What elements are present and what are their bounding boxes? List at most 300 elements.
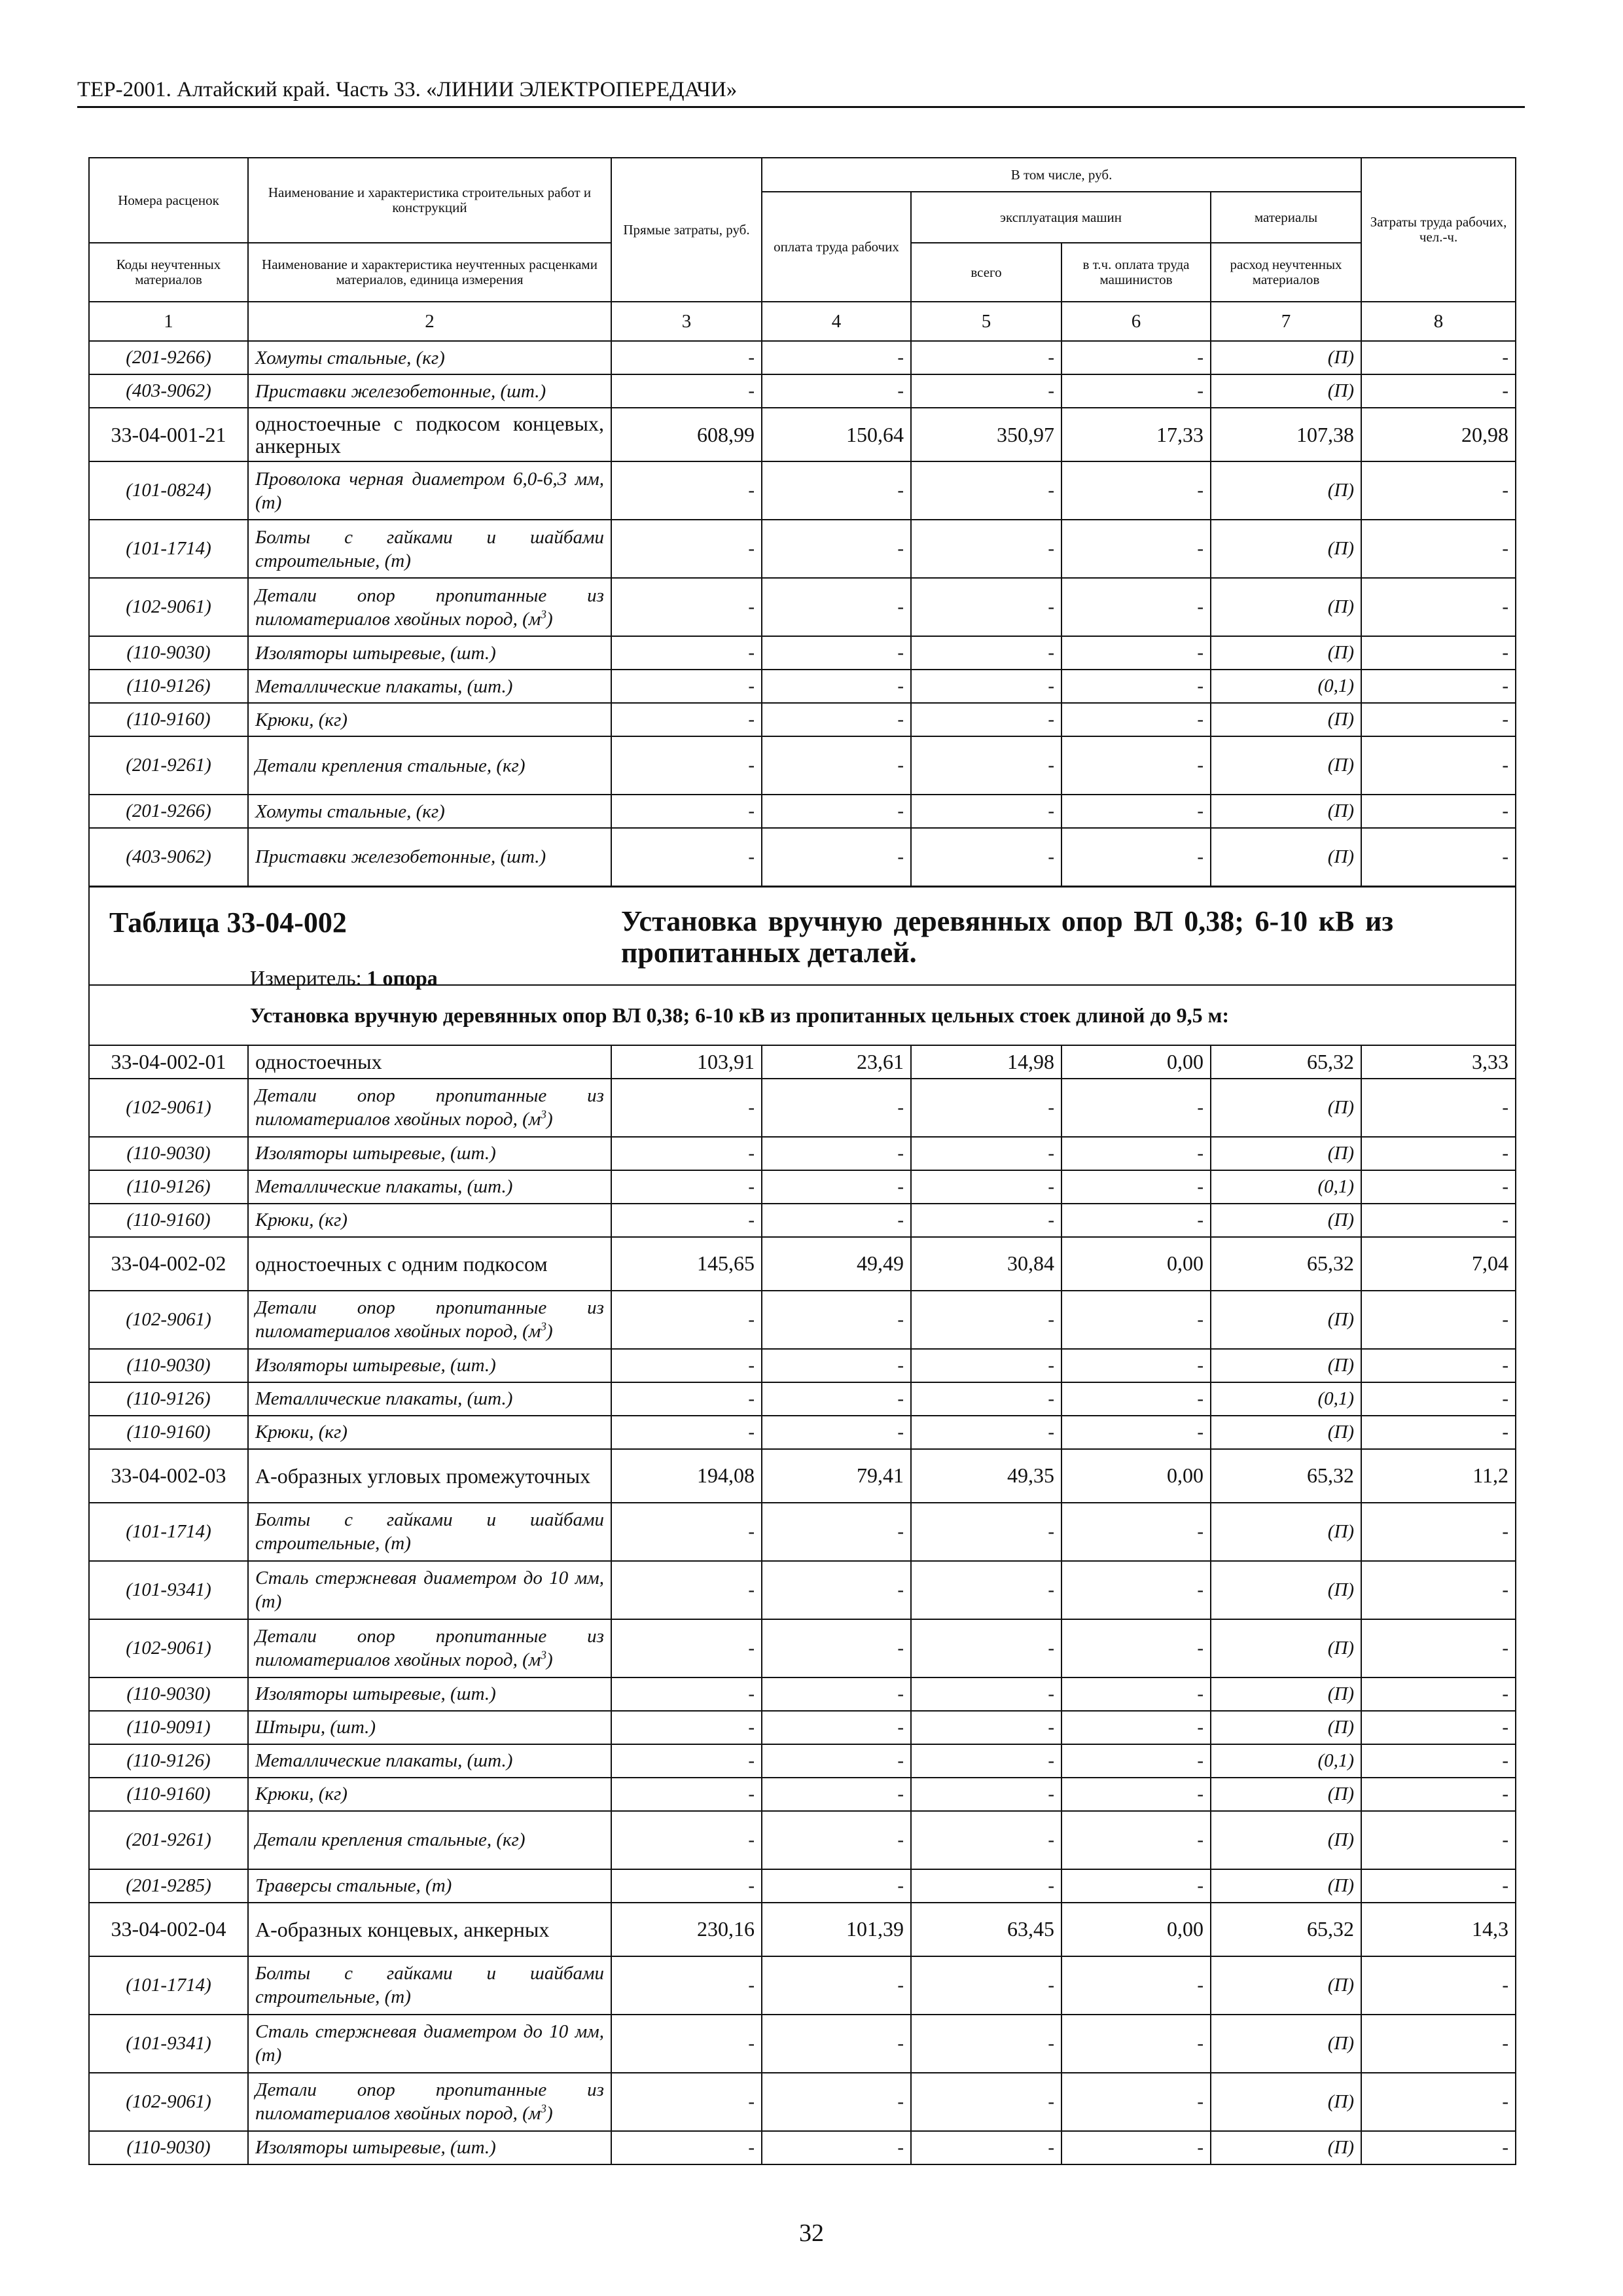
direct-costs: 608,99 — [611, 408, 762, 461]
material-name-text: Болты с гайками и шайбами строительные, (т) — [255, 526, 604, 571]
empty-value: - — [1361, 828, 1516, 886]
material-code: (201-9261) — [89, 1811, 248, 1869]
machinist-pay: 17,33 — [1061, 408, 1211, 461]
header-including: В том числе, руб. — [762, 158, 1361, 192]
empty-value: - — [1361, 1778, 1516, 1811]
material-name-text: Крюки, (кг) — [255, 1784, 348, 1804]
empty-value: - — [762, 1811, 911, 1869]
unit-exponent: 3 — [541, 2102, 546, 2115]
empty-value: - — [1361, 578, 1516, 636]
column-number: 1 — [89, 302, 248, 341]
empty-value: - — [911, 828, 1061, 886]
empty-value: - — [1361, 1349, 1516, 1382]
material-row — [89, 1869, 1516, 1903]
table-title-cell — [89, 886, 1516, 990]
empty-value: - — [1361, 1677, 1516, 1711]
empty-value: - — [911, 1711, 1061, 1744]
empty-value: - — [762, 636, 911, 670]
material-name-text: Детали крепления стальные, (кг) — [255, 755, 526, 776]
material-name — [248, 1619, 611, 1677]
material-code: (110-9160) — [89, 703, 248, 736]
material-name — [248, 1811, 611, 1869]
material-code: (110-9126) — [89, 1382, 248, 1416]
empty-value: - — [762, 1956, 911, 2015]
empty-value: - — [762, 1349, 911, 1382]
column-number: 5 — [911, 302, 1061, 341]
header-unaccounted-consumption: расход неучтенных материалов — [1211, 243, 1361, 302]
material-name — [248, 1711, 611, 1744]
material-name-text: Металлические плакаты, (шт.) — [255, 1388, 513, 1409]
material-name — [248, 1382, 611, 1416]
material-code: (101-1714) — [89, 1503, 248, 1561]
empty-value: - — [611, 703, 762, 736]
material-name — [248, 1416, 611, 1449]
material-name — [248, 828, 611, 886]
material-name-text: Изоляторы штыревые, (шт.) — [255, 1683, 496, 1704]
material-code: (110-9126) — [89, 1170, 248, 1204]
material-name-text: Хомуты стальные, (кг) — [255, 347, 445, 368]
material-code: (110-9160) — [89, 1778, 248, 1811]
empty-value: - — [762, 1416, 911, 1449]
material-name — [248, 1079, 611, 1137]
empty-value: - — [1061, 2073, 1211, 2131]
material-code: (201-9266) — [89, 795, 248, 828]
material-consumption: (П) — [1211, 374, 1361, 408]
material-row — [89, 670, 1516, 703]
header-direct-costs: Прямые затраты, руб. — [611, 158, 762, 302]
material-name-end: ) — [546, 1649, 553, 1670]
material-name — [248, 736, 611, 795]
material-code: (201-9266) — [89, 341, 248, 374]
empty-value: - — [911, 1619, 1061, 1677]
material-name — [248, 1291, 611, 1349]
empty-value: - — [611, 1349, 762, 1382]
material-name-text: Изоляторы штыревые, (шт.) — [255, 1143, 496, 1164]
material-name-end: ) — [546, 608, 553, 630]
empty-value: - — [611, 374, 762, 408]
empty-value: - — [911, 1416, 1061, 1449]
material-name — [248, 374, 611, 408]
measure-label: Измеритель: — [250, 965, 362, 990]
materials-cost: 65,32 — [1211, 1903, 1361, 1956]
empty-value: - — [762, 703, 911, 736]
empty-value: - — [1361, 1079, 1516, 1137]
page-number: 32 — [799, 2219, 824, 2247]
material-row — [89, 1079, 1516, 1137]
empty-value: - — [1361, 520, 1516, 578]
empty-value: - — [911, 2073, 1061, 2131]
material-name — [248, 636, 611, 670]
empty-value: - — [1061, 1291, 1211, 1349]
material-row — [89, 578, 1516, 636]
empty-value: - — [1061, 1382, 1211, 1416]
empty-value: - — [1061, 1416, 1211, 1449]
empty-value: - — [762, 1137, 911, 1170]
labor-pay: 101,39 — [762, 1903, 911, 1956]
empty-value: - — [1361, 341, 1516, 374]
material-row — [89, 1956, 1516, 2015]
material-code: (101-1714) — [89, 1956, 248, 2015]
material-name — [248, 1744, 611, 1778]
material-name-text: Приставки железобетонные, (шт.) — [255, 846, 546, 868]
material-row — [89, 636, 1516, 670]
empty-value: - — [611, 1711, 762, 1744]
material-code: (110-9030) — [89, 1349, 248, 1382]
empty-value: - — [611, 2073, 762, 2131]
empty-value: - — [762, 1619, 911, 1677]
material-name — [248, 1778, 611, 1811]
empty-value: - — [762, 578, 911, 636]
material-code: (102-9061) — [89, 1291, 248, 1349]
empty-value: - — [1361, 1956, 1516, 2015]
empty-value: - — [1361, 2015, 1516, 2073]
material-row — [89, 1382, 1516, 1416]
material-consumption: (П) — [1211, 736, 1361, 795]
table-002-heading — [89, 886, 1516, 1045]
machines-total: 49,35 — [911, 1449, 1061, 1503]
materials-cost: 65,32 — [1211, 1449, 1361, 1503]
empty-value: - — [611, 1869, 762, 1903]
material-consumption: (0,1) — [1211, 670, 1361, 703]
labor-hours: 7,04 — [1361, 1237, 1516, 1291]
empty-value: - — [911, 636, 1061, 670]
material-row — [89, 1349, 1516, 1382]
direct-costs: 194,08 — [611, 1449, 762, 1503]
material-name-text: Металлические плакаты, (шт.) — [255, 1750, 513, 1771]
direct-costs: 103,91 — [611, 1045, 762, 1079]
empty-value: - — [762, 670, 911, 703]
empty-value: - — [762, 461, 911, 520]
material-name — [248, 1677, 611, 1711]
material-consumption: (П) — [1211, 1811, 1361, 1869]
material-row — [89, 1291, 1516, 1349]
material-code: (110-9160) — [89, 1204, 248, 1237]
material-code: (102-9061) — [89, 1619, 248, 1677]
material-name — [248, 1204, 611, 1237]
empty-value: - — [611, 1382, 762, 1416]
empty-value: - — [1361, 1711, 1516, 1744]
empty-value: - — [762, 2015, 911, 2073]
empty-value: - — [762, 1291, 911, 1349]
material-code: (110-9126) — [89, 1744, 248, 1778]
empty-value: - — [1061, 2131, 1211, 2164]
material-row — [89, 2015, 1516, 2073]
empty-value: - — [911, 1382, 1061, 1416]
material-row — [89, 1711, 1516, 1744]
material-name — [248, 520, 611, 578]
empty-value: - — [762, 736, 911, 795]
empty-value: - — [611, 1744, 762, 1778]
empty-value: - — [911, 1744, 1061, 1778]
empty-value: - — [611, 795, 762, 828]
machinist-pay: 0,00 — [1061, 1237, 1211, 1291]
empty-value: - — [1361, 1561, 1516, 1619]
empty-value: - — [762, 1079, 911, 1137]
empty-value: - — [762, 1204, 911, 1237]
material-row — [89, 2073, 1516, 2131]
empty-value: - — [1361, 703, 1516, 736]
material-name — [248, 1869, 611, 1903]
material-row — [89, 2131, 1516, 2164]
material-row — [89, 520, 1516, 578]
material-consumption: (0,1) — [1211, 1382, 1361, 1416]
empty-value: - — [611, 1416, 762, 1449]
empty-value: - — [1061, 1744, 1211, 1778]
work-name: А-образных концевых, анкерных — [248, 1903, 611, 1956]
empty-value: - — [911, 736, 1061, 795]
empty-value: - — [1061, 1677, 1211, 1711]
empty-value: - — [611, 2131, 762, 2164]
empty-value: - — [911, 703, 1061, 736]
empty-value: - — [1361, 1744, 1516, 1778]
empty-value: - — [911, 2015, 1061, 2073]
empty-value: - — [1061, 1079, 1211, 1137]
material-row — [89, 1677, 1516, 1711]
labor-hours: 3,33 — [1361, 1045, 1516, 1079]
empty-value: - — [611, 1561, 762, 1619]
empty-value: - — [762, 1382, 911, 1416]
column-number: 7 — [1211, 302, 1361, 341]
rate-code: 33-04-002-01 — [89, 1045, 248, 1079]
empty-value: - — [611, 1170, 762, 1204]
empty-value: - — [762, 1677, 911, 1711]
header-labor-costs: Затраты труда рабочих, чел.-ч. — [1361, 158, 1516, 302]
empty-value: - — [762, 1503, 911, 1561]
column-numbers-row — [89, 302, 1516, 341]
material-name-text: Крюки, (кг) — [255, 1422, 348, 1443]
work-name: одностоечных с одним подкосом — [248, 1237, 611, 1291]
empty-value: - — [1061, 636, 1211, 670]
work-name: одностоечных — [248, 1045, 611, 1079]
empty-value: - — [1361, 2131, 1516, 2164]
empty-value: - — [1061, 828, 1211, 886]
empty-value: - — [1061, 1503, 1211, 1561]
empty-value: - — [1361, 1416, 1516, 1449]
material-consumption: (П) — [1211, 1956, 1361, 2015]
empty-value: - — [1361, 1170, 1516, 1204]
material-row — [89, 374, 1516, 408]
rows-table-002 — [89, 1045, 1516, 2164]
empty-value: - — [1361, 2073, 1516, 2131]
empty-value: - — [611, 461, 762, 520]
empty-value: - — [611, 670, 762, 703]
empty-value: - — [1361, 1204, 1516, 1237]
empty-value: - — [911, 374, 1061, 408]
header-rate-number: Номера расценок — [89, 158, 248, 243]
empty-value: - — [1061, 520, 1211, 578]
material-name-text: Изоляторы штыревые, (шт.) — [255, 1355, 496, 1376]
material-name — [248, 2073, 611, 2131]
material-consumption: (П) — [1211, 1204, 1361, 1237]
empty-value: - — [611, 1137, 762, 1170]
empty-value: - — [911, 1349, 1061, 1382]
empty-value: - — [762, 2073, 911, 2131]
column-number: 4 — [762, 302, 911, 341]
empty-value: - — [1061, 1778, 1211, 1811]
empty-value: - — [1061, 1170, 1211, 1204]
measure — [250, 966, 438, 990]
empty-value: - — [911, 1137, 1061, 1170]
material-row — [89, 703, 1516, 736]
table-number: Таблица 33-04-002 — [109, 906, 347, 939]
labor-hours: 14,3 — [1361, 1903, 1516, 1956]
unit-exponent: 3 — [541, 1648, 546, 1662]
empty-value: - — [911, 461, 1061, 520]
material-row — [89, 795, 1516, 828]
labor-pay: 150,64 — [762, 408, 911, 461]
table-subtitle — [89, 985, 1516, 1045]
material-name — [248, 670, 611, 703]
material-consumption: (П) — [1211, 636, 1361, 670]
material-name-text: Металлические плакаты, (шт.) — [255, 675, 513, 697]
empty-value: - — [762, 341, 911, 374]
material-name — [248, 1137, 611, 1170]
empty-value: - — [911, 520, 1061, 578]
empty-value: - — [911, 1956, 1061, 2015]
material-row — [89, 736, 1516, 795]
material-consumption: (П) — [1211, 1869, 1361, 1903]
rate-code: 33-04-002-04 — [89, 1903, 248, 1956]
empty-value: - — [1361, 374, 1516, 408]
material-code: (201-9285) — [89, 1869, 248, 1903]
labor-pay: 49,49 — [762, 1237, 911, 1291]
material-consumption: (П) — [1211, 828, 1361, 886]
material-row — [89, 461, 1516, 520]
empty-value: - — [762, 520, 911, 578]
labor-pay: 79,41 — [762, 1449, 911, 1503]
material-consumption: (П) — [1211, 461, 1361, 520]
rate-row — [89, 1237, 1516, 1291]
rate-code: 33-04-002-02 — [89, 1237, 248, 1291]
empty-value: - — [1061, 703, 1211, 736]
material-consumption: (П) — [1211, 2015, 1361, 2073]
empty-value: - — [1361, 670, 1516, 703]
empty-value: - — [1361, 1137, 1516, 1170]
unit-exponent: 3 — [541, 1319, 546, 1333]
material-consumption: (П) — [1211, 578, 1361, 636]
empty-value: - — [611, 1503, 762, 1561]
empty-value: - — [1361, 1382, 1516, 1416]
empty-value: - — [1361, 736, 1516, 795]
material-row — [89, 1619, 1516, 1677]
empty-value: - — [611, 341, 762, 374]
empty-value: - — [1061, 461, 1211, 520]
material-consumption: (П) — [1211, 520, 1361, 578]
material-row — [89, 1811, 1516, 1869]
material-name-text: Болты с гайками и шайбами строительные, (т) — [255, 1963, 604, 2007]
materials-cost: 65,32 — [1211, 1045, 1361, 1079]
header-machine-operation: эксплуатация машин — [911, 192, 1211, 243]
table-title: Установка вручную деревянных опор ВЛ 0,38; 6-10 кВ из пропитанных деталей. — [621, 905, 1393, 969]
empty-value: - — [1361, 1503, 1516, 1561]
material-row — [89, 341, 1516, 374]
material-consumption: (П) — [1211, 1079, 1361, 1137]
empty-value: - — [611, 1956, 762, 2015]
empty-value: - — [611, 828, 762, 886]
column-number: 8 — [1361, 302, 1516, 341]
material-code: (110-9030) — [89, 636, 248, 670]
empty-value: - — [1061, 1711, 1211, 1744]
material-code: (110-9160) — [89, 1416, 248, 1449]
machinist-pay: 0,00 — [1061, 1903, 1211, 1956]
empty-value: - — [762, 1561, 911, 1619]
material-name — [248, 2015, 611, 2073]
direct-costs: 145,65 — [611, 1237, 762, 1291]
material-name-text: Хомуты стальные, (кг) — [255, 800, 445, 822]
empty-value: - — [911, 341, 1061, 374]
material-code: (101-9341) — [89, 2015, 248, 2073]
material-name-text: Болты с гайками и шайбами строительные, (т) — [255, 1509, 604, 1554]
empty-value: - — [1061, 341, 1211, 374]
labor-hours: 11,2 — [1361, 1449, 1516, 1503]
material-row — [89, 1503, 1516, 1561]
empty-value: - — [762, 795, 911, 828]
material-consumption: (П) — [1211, 2073, 1361, 2131]
empty-value: - — [611, 1677, 762, 1711]
unit-exponent: 3 — [541, 607, 546, 620]
material-consumption: (П) — [1211, 1677, 1361, 1711]
rows-table-001 — [89, 341, 1516, 886]
unit-exponent: 3 — [541, 1107, 546, 1121]
empty-value: - — [1361, 461, 1516, 520]
material-name-text: Штыри, (шт.) — [255, 1717, 376, 1738]
rate-row — [89, 1903, 1516, 1956]
material-row — [89, 1778, 1516, 1811]
material-name-text: Изоляторы штыревые, (шт.) — [255, 642, 496, 664]
material-row — [89, 1561, 1516, 1619]
material-consumption: (0,1) — [1211, 1170, 1361, 1204]
material-name-text: Детали опор пропитанные из пиломатериалов хвойных пород, (м — [255, 1085, 604, 1130]
material-name — [248, 703, 611, 736]
material-consumption: (П) — [1211, 703, 1361, 736]
empty-value: - — [1361, 636, 1516, 670]
empty-value: - — [911, 1677, 1061, 1711]
empty-value: - — [762, 1170, 911, 1204]
material-consumption: (П) — [1211, 1137, 1361, 1170]
empty-value: - — [1061, 670, 1211, 703]
rate-code: 33-04-001-21 — [89, 408, 248, 461]
material-code: (102-9061) — [89, 578, 248, 636]
header-material-names: Наименование и характеристика неучтенных расценками материалов, единица измерения — [248, 243, 611, 302]
empty-value: - — [911, 2131, 1061, 2164]
empty-value: - — [762, 2131, 911, 2164]
table-subtitle-text: Установка вручную деревянных опор ВЛ 0,38; 6-10 кВ из пропитанных цельных стоек длиной до 9,5 м: — [250, 1003, 1230, 1027]
material-row — [89, 1416, 1516, 1449]
material-row — [89, 1204, 1516, 1237]
column-number: 2 — [248, 302, 611, 341]
material-row — [89, 828, 1516, 886]
material-consumption: (П) — [1211, 2131, 1361, 2164]
empty-value: - — [911, 1869, 1061, 1903]
materials-cost: 107,38 — [1211, 408, 1361, 461]
material-name-end: ) — [546, 1109, 553, 1130]
material-consumption: (0,1) — [1211, 1744, 1361, 1778]
materials-cost: 65,32 — [1211, 1237, 1361, 1291]
empty-value: - — [911, 1561, 1061, 1619]
empty-value: - — [762, 1778, 911, 1811]
empty-value: - — [1361, 1811, 1516, 1869]
material-consumption: (П) — [1211, 1291, 1361, 1349]
empty-value: - — [911, 1079, 1061, 1137]
material-name-text: Изоляторы штыревые, (шт.) — [255, 2137, 496, 2158]
labor-pay: 23,61 — [762, 1045, 911, 1079]
material-name — [248, 341, 611, 374]
material-name — [248, 461, 611, 520]
machinist-pay: 0,00 — [1061, 1449, 1211, 1503]
empty-value: - — [611, 1204, 762, 1237]
empty-value: - — [911, 670, 1061, 703]
material-name-text: Проволока черная диаметром 6,0-6,3 мм, (т) — [255, 468, 604, 513]
